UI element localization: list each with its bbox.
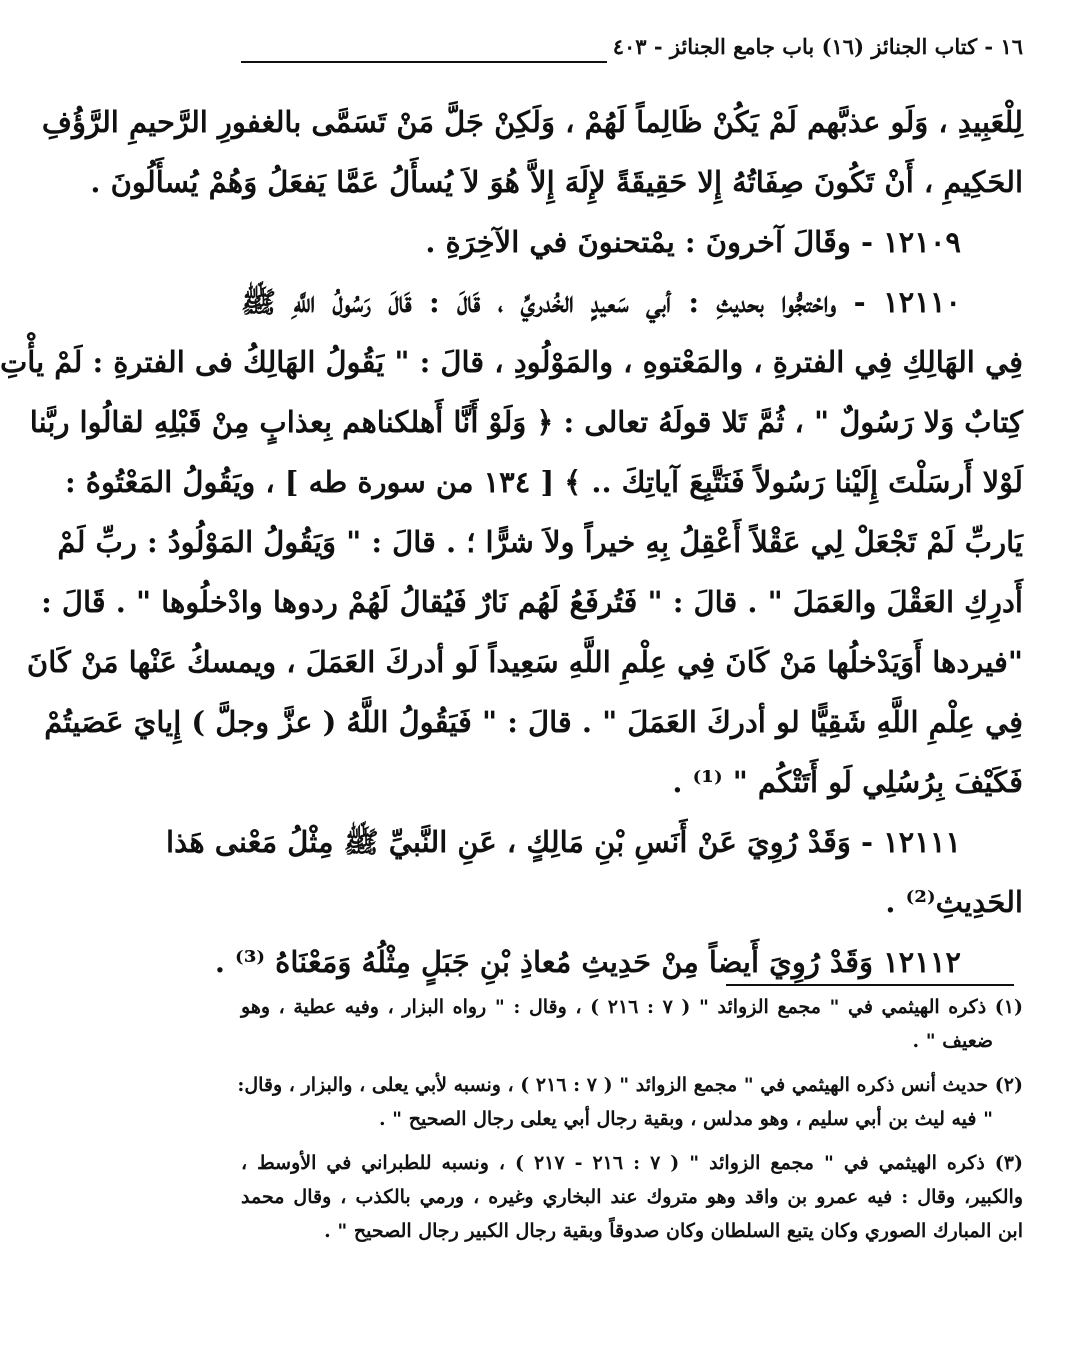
footnote-line: " فيه ليث بن أبي سليم ، وهو مدلس ، وبقية رجال أبي يعلى رجال الصحيح " . bbox=[378, 1108, 993, 1130]
running-title: ١٦ - كتاب الجنائز (١٦) باب جامع الجنائز - ٤٠٣ bbox=[612, 34, 1023, 59]
text-line: فِي عِلْمِ اللَّهِ شَقِيًّا لو أدركَ العَمَلَ " . قالَ : " فَيَقُولُ اللَّهُ ( عزَّ وجلَّ ) إِيايَ عَصَيتُمْ bbox=[44, 705, 1023, 739]
text-line: أَدرِكِ العَقْلَ والعَمَلَ " . قالَ : " فَتُرفَعُ لَهُم نَارٌ فَيُقالُ لَهُمْ ردوها وادْخلُوها " . قَالَ : bbox=[41, 585, 1023, 619]
footnote-3: (٣) ذكره الهيثمي في " مجمع الزوائد " ( ٧ : ٢١٦ - ٢١٧ ) ، ونسبه للطبراني في الأوسط ، bbox=[241, 1152, 1023, 1174]
paragraph-12112: ١٢١١٢ وَقَدْ رُوِيَ أَيضاً مِنْ حَدِيثِ مُعاذِ بْنِ جَبَلٍ مِثْلُهُ وَمَعْنَاهُ ⁽³⁾ . bbox=[214, 945, 961, 979]
paragraph-12110: ١٢١١٠ - واحْتجُّوا بحديثِ : أبي سَعيدٍ الخُدريِّ ، قَالَ : قَالَ رَسُولُ اللَّهِ ﷺ bbox=[241, 285, 961, 319]
page-header bbox=[241, 34, 1023, 74]
footnote-1: (١) ذكره الهيثمي في " مجمع الزوائد " ( ٧ : ٢١٦ ) ، وقال : " رواه البزار ، وفيه عطية ، وهو bbox=[241, 996, 1023, 1018]
text-line: يَاربِّ لَمْ تَجْعَلْ لِي عَقْلاً أَعْقِلُ بِهِ خيراً ولاَ شرًّا ؛ . قالَ : " وَيَقُولُ المَوْلُودُ : ربِّ لَمْ bbox=[57, 525, 1023, 559]
text-line: الحَدِيثِ⁽²⁾ . bbox=[885, 885, 1023, 919]
text-line: كِتابٌ وَلا رَسُولٌ " ، ثُمَّ تَلا قولَهُ تعالى : ﴿ وَلَوْ أَنَّا أَهلكناهم بِعذابٍ مِنْ قَبْلِهِ لقالُوا ربَّنا bbox=[29, 405, 1023, 439]
footnote-line: والكبير، وقال : فيه عمرو بن واقد وهو متروك عند البخاري وغيره ، ورمي بالكذب ، وقال محمد bbox=[241, 1186, 1023, 1208]
paragraph-12109: ١٢١٠٩ - وقَالَ آخرونَ : يمْتحنونَ في الآخِرَةِ . bbox=[425, 225, 961, 259]
text-line: الحَكِيمِ ، أَنْ تَكُونَ صِفَاتُهُ إِلا حَقِيقَةً لإِلَهَ إِلاَّ هُوَ لاَ يُسأَلُ عَمَّا يَفعَلُ وَهُمْ يُسأَلُونَ . bbox=[90, 165, 1023, 199]
footnote-2: (٢) حديث أنس ذكره الهيثمي في " مجمع الزوائد " ( ٧ : ٢١٦ ) ، ونسبه لأبي يعلى ، والبزار ، وقال: bbox=[237, 1074, 1023, 1096]
text-line: لِلْعَبِيدِ ، وَلَو عذبَّهم لَمْ يَكُنْ ظَالِماً لَهُمْ ، وَلَكِنْ جَلَّ مَنْ تَسَمَّى بالغفورِ الرَّحيمِ الرَّؤُفِ bbox=[41, 105, 1023, 139]
main-text bbox=[0, 92, 1023, 992]
header-rule bbox=[241, 61, 607, 63]
text-line: "فيردها أَوَيَدْخلُها مَنْ كَانَ فِي عِلْمِ اللَّهِ سَعِيداً لَو أدركَ العَمَلَ ، ويمسكُ عَنْها مَنْ كَانَ bbox=[26, 645, 1023, 679]
footnote-line: ابن المبارك الصوري وكان يتبع السلطان وكان صدوقاً وبقية رجال الكبير رجال الصحيح " . bbox=[324, 1220, 1023, 1242]
footnote-separator bbox=[726, 984, 1014, 986]
footnote-line: ضعيف " . bbox=[912, 1030, 993, 1052]
footnotes bbox=[237, 990, 1023, 1248]
text-line: فِي الهَالِكِ فِي الفترةِ ، والمَعْتوهِ ، والمَوْلُودِ ، قالَ : " يَقُولُ الهَالِكُ فى الفترةِ : لَمْ يأْتِ bbox=[0, 345, 1023, 379]
text-line: لَوْلا أَرسَلْتَ إِلَيْنا رَسُولاً فَنَتَّبِعَ آياتِكَ .. ﴾ [ ١٣٤ من سورة طه ] ، ويَقُولُ المَعْتُوهُ : bbox=[64, 465, 1023, 499]
paragraph-12111: ١٢١١١ - وَقَدْ رُوِيَ عَنْ أَنَسِ بْنِ مَالِكٍ ، عَنِ النَّبيِّ ﷺ مِثْلُ مَعْنى هَذا bbox=[166, 825, 961, 859]
text-line: فَكَيْفَ بِرُسُلِي لَو أَتَتْكُم " ⁽¹⁾ . bbox=[672, 765, 1023, 799]
